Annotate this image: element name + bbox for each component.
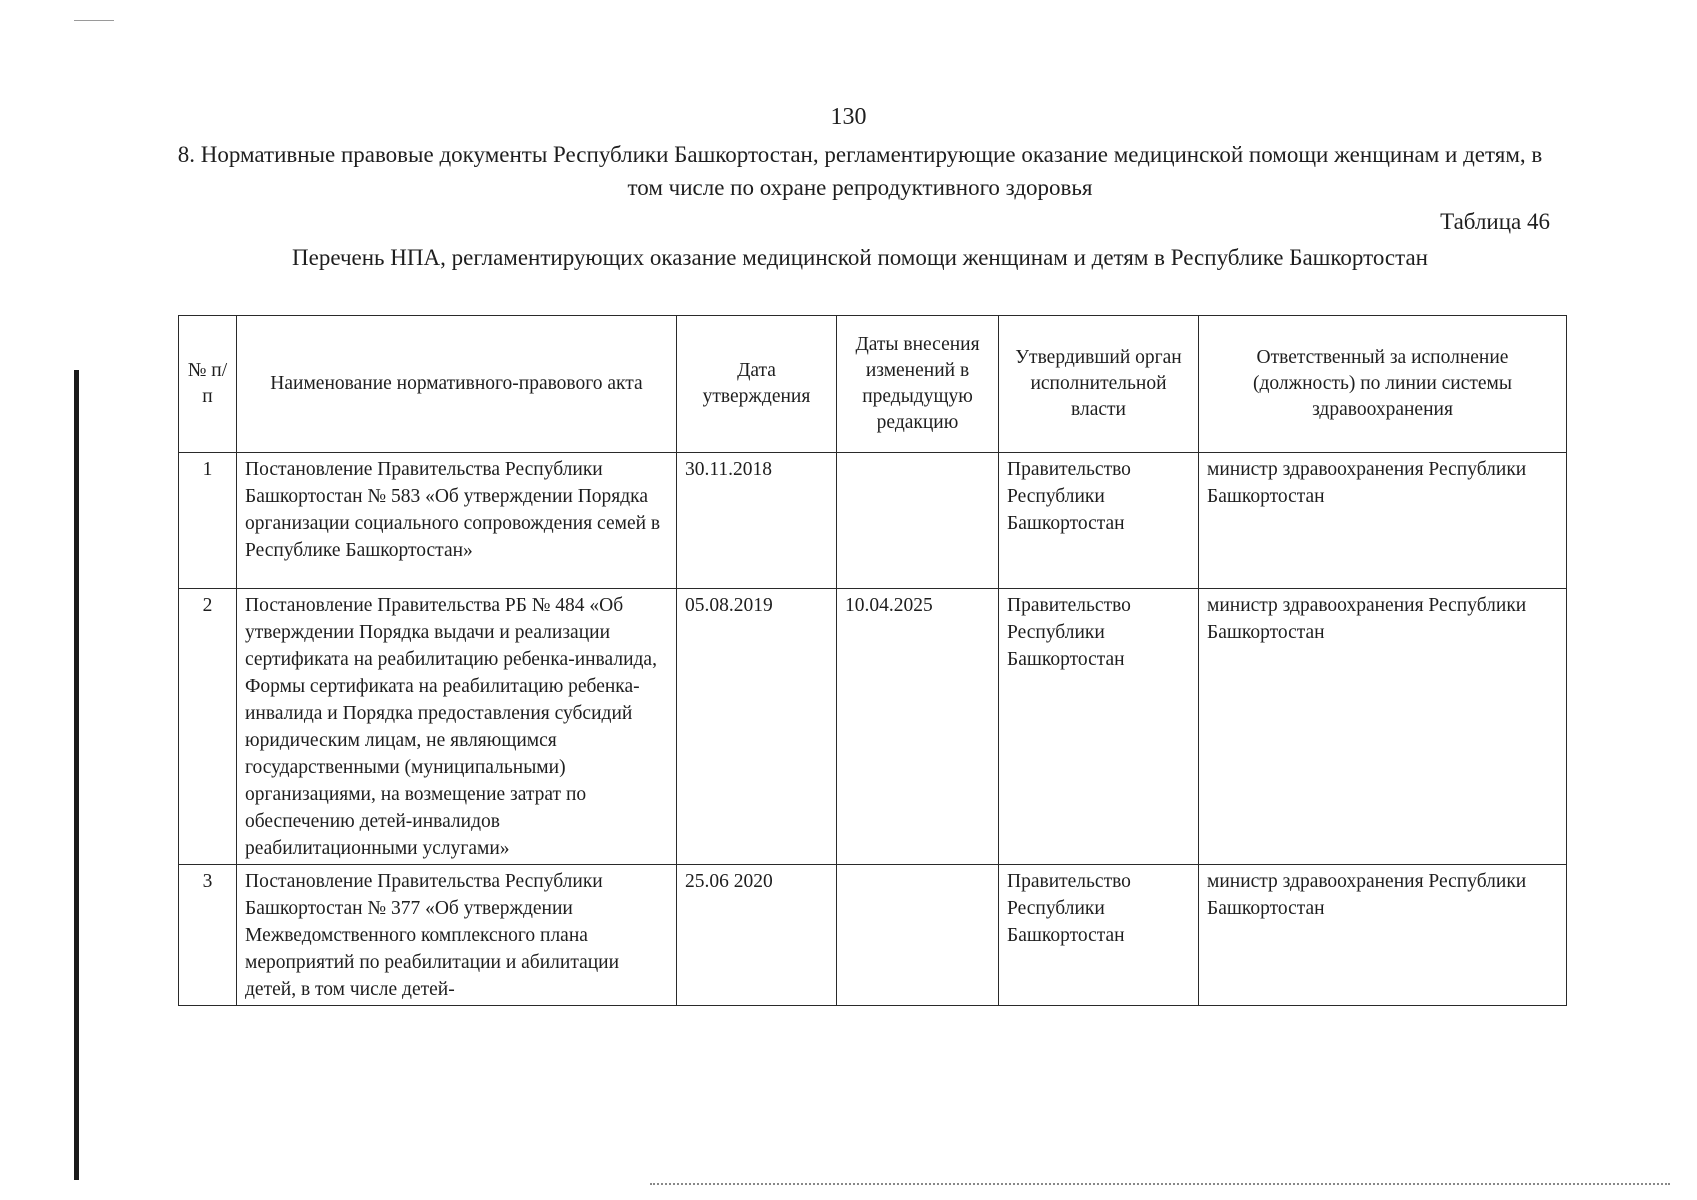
table-row	[179, 453, 1567, 589]
npa-table	[178, 315, 1567, 1006]
cell-changes	[837, 865, 999, 1006]
table-row	[179, 589, 1567, 865]
cell-authority: Правительство Республики Башкортостан	[999, 589, 1199, 865]
cell-authority: Правительство Республики Башкортостан	[999, 453, 1199, 589]
cell-name: Постановление Правительства РБ № 484 «Об утверждении Порядка выдачи и реализации сертификата на реабилитацию ребенка-инвалида, Формы сертификата на реабилитацию ребенка-инвалида и Порядка предоставления субсидий юридическим лицам, не являющимся государственными (муниципальными) организациями, на возмещение затрат по обеспечению детей-инвалидов реабилитационными услугами»	[237, 589, 677, 865]
scan-artifact-mark	[74, 20, 114, 21]
cell-num: 3	[179, 865, 237, 1006]
cell-date: 25.06 2020	[677, 865, 837, 1006]
scan-artifact-line	[650, 1183, 1670, 1185]
table-row	[179, 865, 1567, 1006]
table-header-row	[179, 316, 1567, 453]
header-responsible: Ответственный за исполнение (должность) по линии системы здравоохранения	[1199, 316, 1567, 453]
cell-name: Постановление Правительства Республики Башкортостан № 377 «Об утверждении Межведомственного комплексного плана мероприятий по реабилитации и абилитации детей, в том числе детей-	[237, 865, 677, 1006]
cell-responsible: министр здравоохранения Республики Башкортостан	[1199, 865, 1567, 1006]
cell-name: Постановление Правительства Республики Башкортостан № 583 «Об утверждении Порядка организации социального сопровождения семей в Республике Башкортостан»	[237, 453, 677, 589]
cell-date: 05.08.2019	[677, 589, 837, 865]
header-authority: Утвердивший орган исполнительной власти	[999, 316, 1199, 453]
cell-num: 1	[179, 453, 237, 589]
cell-responsible: министр здравоохранения Республики Башкортостан	[1199, 453, 1567, 589]
cell-changes: 10.04.2025	[837, 589, 999, 865]
table-label: Таблица 46	[1440, 209, 1550, 234]
header-num: № п/п	[179, 316, 237, 453]
scan-binding-bar	[74, 370, 79, 1180]
section-heading: 8. Нормативные правовые документы Республики Башкортостан, регламентирующие оказание медицинской помощи женщинам и детям, в том числе по охране репродуктивного здоровья	[177, 142, 1543, 200]
cell-num: 2	[179, 589, 237, 865]
cell-authority: Правительство Республики Башкортостан	[999, 865, 1199, 1006]
header-date: Дата утверждения	[677, 316, 837, 453]
page-number: 130	[830, 104, 867, 130]
cell-responsible: министр здравоохранения Республики Башкортостан	[1199, 589, 1567, 865]
cell-changes	[837, 453, 999, 589]
table-caption: Перечень НПА, регламентирующих оказание медицинской помощи женщинам и детям в Республике Башкортостан	[292, 245, 1428, 270]
cell-date: 30.11.2018	[677, 453, 837, 589]
header-changes: Даты внесения изменений в предыдущую редакцию	[837, 316, 999, 453]
header-name: Наименование нормативного-правового акта	[237, 316, 677, 453]
